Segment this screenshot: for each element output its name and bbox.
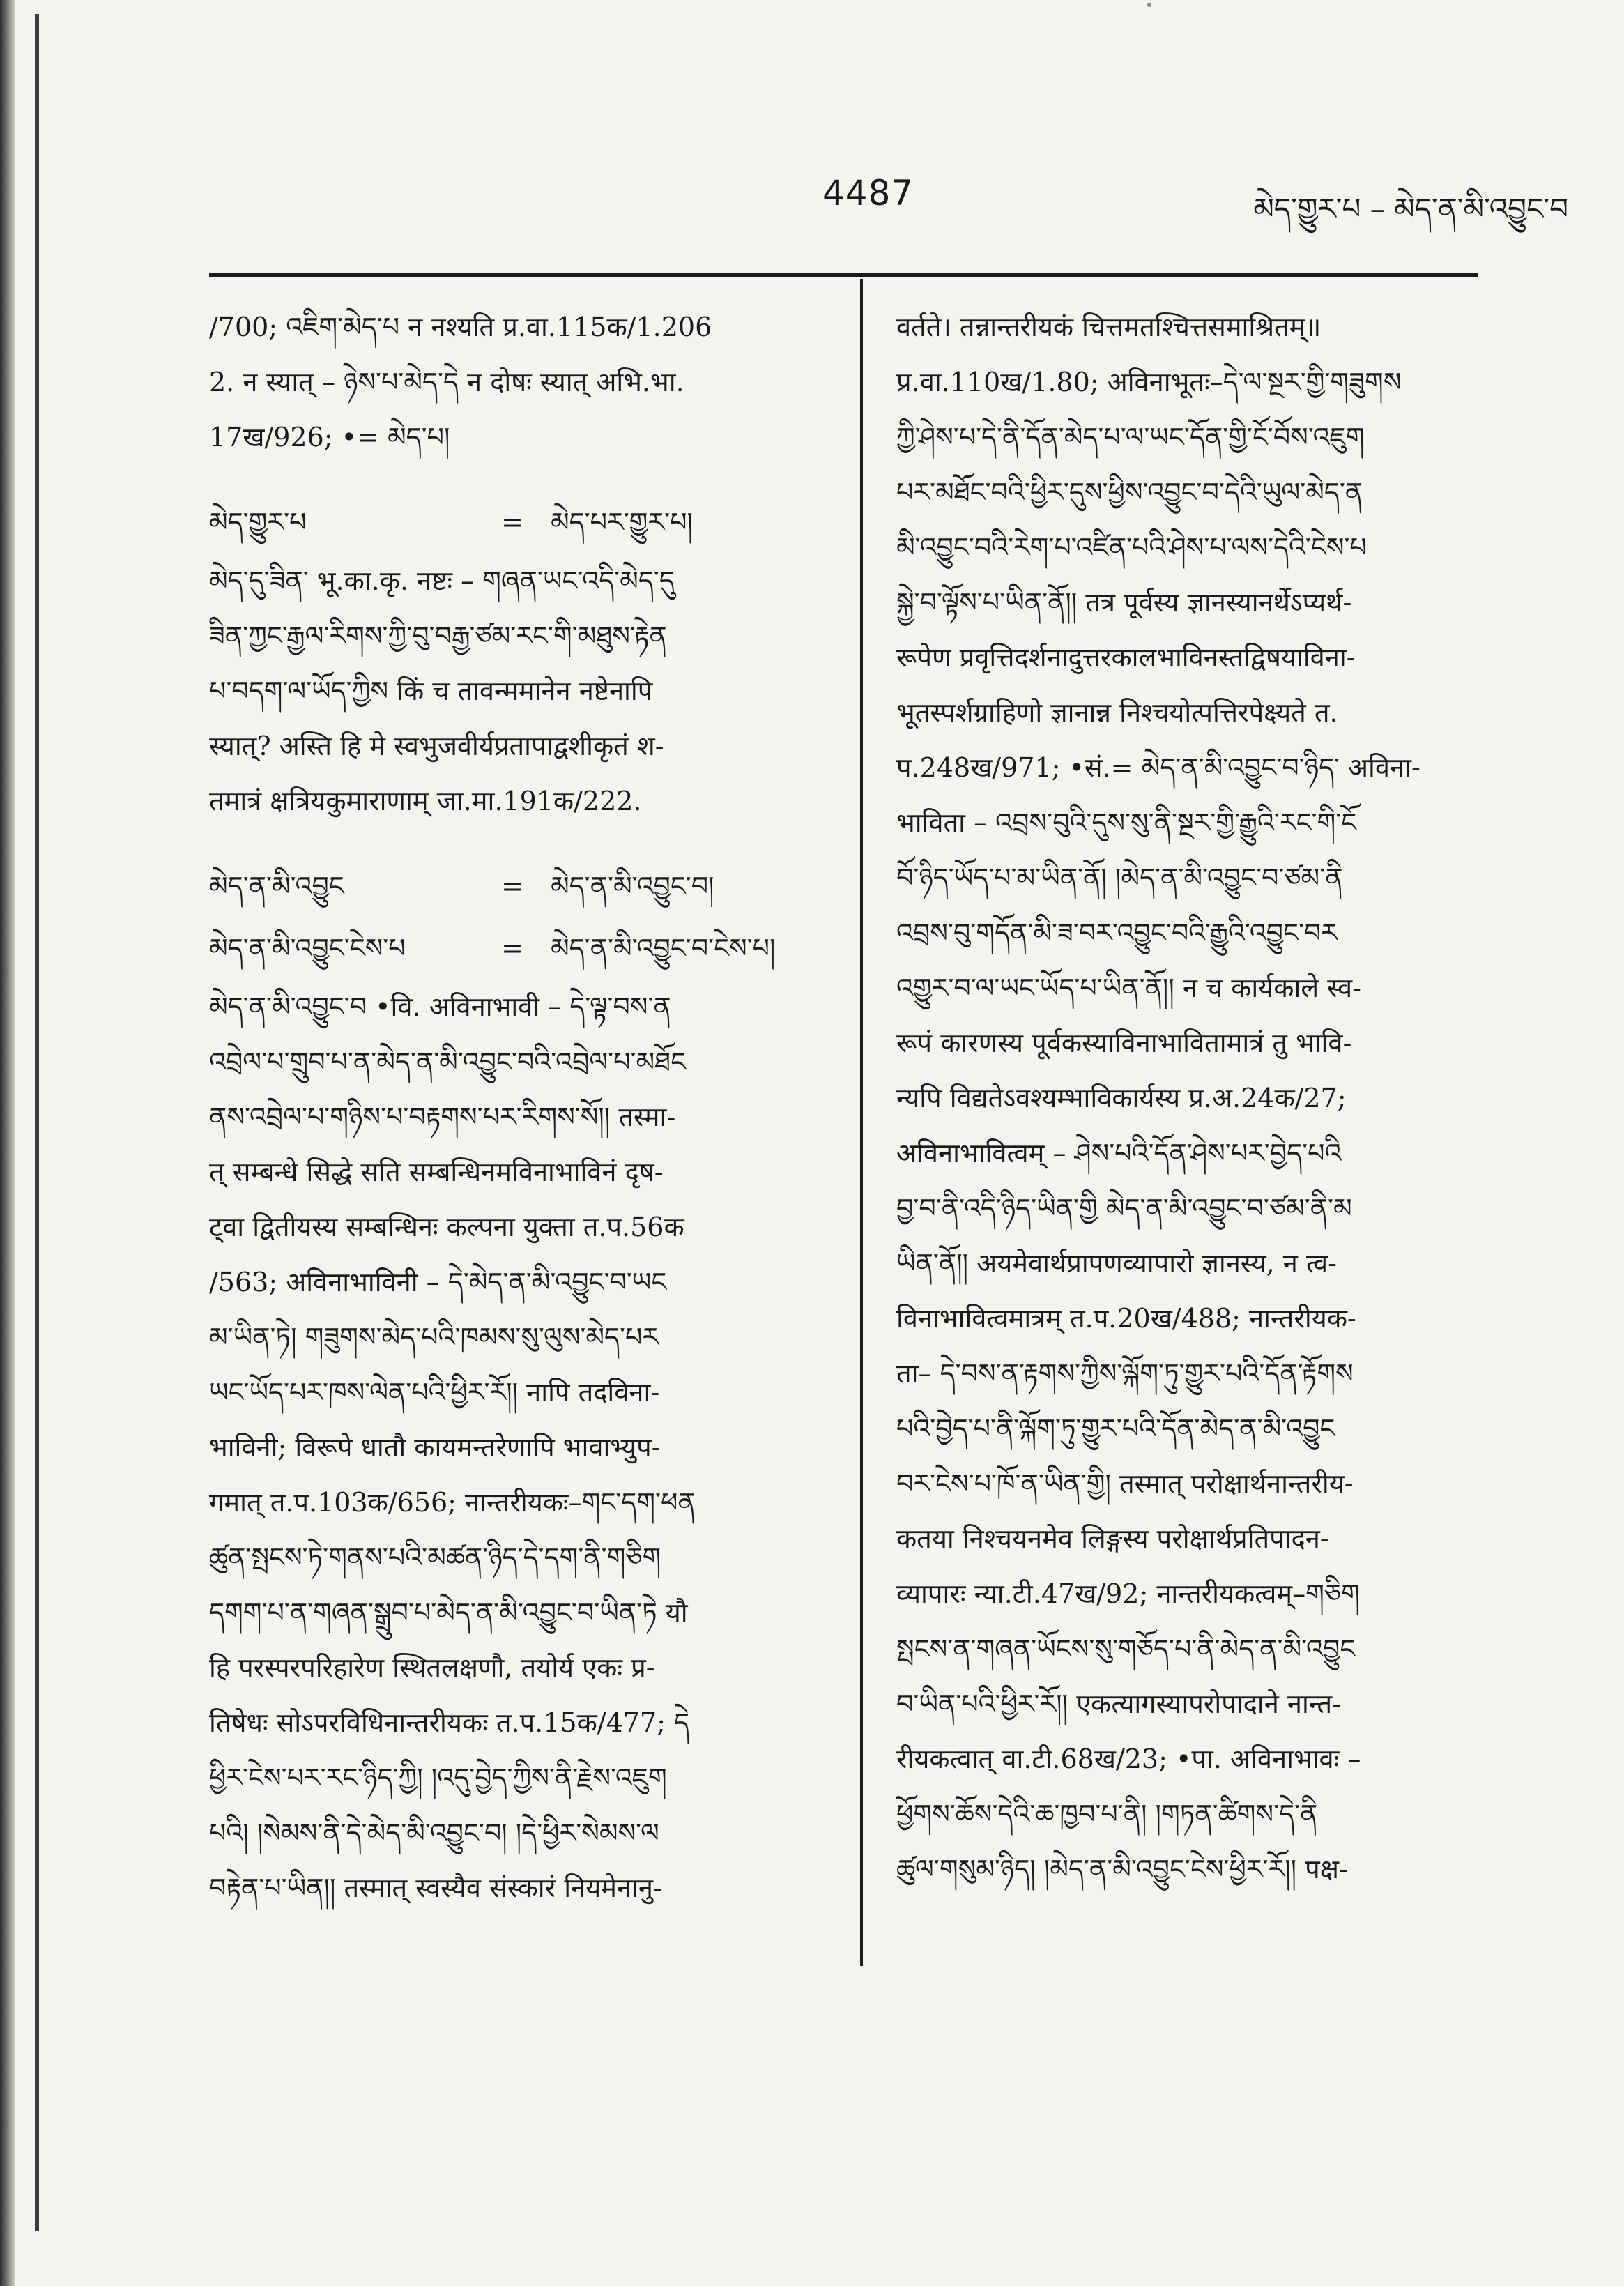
left-column xyxy=(209,300,840,1916)
text-line: ནས་འབྲེལ་པ་གཉིས་པ་བརྟགས་པར་རིགས་སོ།། तस्मा- xyxy=(209,1102,676,1132)
text-line: པའི་བྱེད་པ་ནི་ལྐོག་ཏུ་གྱུར་པའི་དོན་མེད་ན་མི་འབྱུང xyxy=(896,1413,1335,1444)
headword-reference: མེད་པར་གྱུར་པ། xyxy=(551,507,693,538)
headword-term: མེད་ན་མི་འབྱུང xyxy=(209,871,344,901)
text-line: བར་ངེས་པ་ཁོ་ན་ཡིན་གྱི། तस्मात् परोक्षार्थनान्तरीय- xyxy=(896,1468,1354,1499)
cross-reference-entry xyxy=(209,917,840,980)
text-line: ཚུན་སྤངས་ཏེ་གནས་པའི་མཚན་ཉིད་དེ་དག་ནི་གཅིག xyxy=(209,1542,661,1573)
text-line: गमात् त.प.103क/656; नान्तरीयकः–གང་དག་ཕན xyxy=(209,1487,696,1518)
text-line: भूतस्पर्शग्राहिणो ज्ञानान्न निश्चयोत्पत्तिरपेक्ष्यते त. xyxy=(896,697,1338,728)
text-line: भाविता – འབྲས་བུའི་དུས་སུ་ནི་སྔར་གྱི་རྒྱུའི་རང་གི་ངོ xyxy=(896,807,1357,838)
paragraph-gap xyxy=(209,465,840,492)
text-line: ट्वा द्वितीयस्य सम्बन्धिनः कल्पना युक्ता त.प.56क xyxy=(209,1212,684,1242)
text-line: त् सम्बन्धे सिद्धे सति सम्बन्धिनमविनाभाविनं दृष- xyxy=(209,1157,664,1187)
text-line: པ་བདག་ལ་ཡོད་ཀྱིས किं च तावन्ममानेन नष्टेनापि xyxy=(209,676,653,706)
text-line: /700; འཇིག་མེད་པ न नश्यति प्र.वा.115क/1.206 xyxy=(209,312,712,342)
page-number: 4487 xyxy=(822,173,914,213)
text-line: कतया निश्चयनमेव लिङ्गस्य परोक्षार्थप्रतिपादन- xyxy=(896,1523,1329,1554)
text-line: प.248ख/971; •सं.= མེད་ན་མི་འབྱུང་བ་ཉིད་ अविना- xyxy=(896,752,1420,783)
text-line: བ་ཡིན་པའི་ཕྱིར་རོ།། एकत्यागस्यापरोपादाने नान्त- xyxy=(896,1689,1342,1719)
text-line: प्र.वा.110ख/1.80; अविनाभूतः–དེ་ལ་སྔར་གྱི་གཟུགས xyxy=(896,367,1402,397)
running-head: མེད་གྱུར་པ – མེད་ན་མི་འབྱུང་བ xyxy=(1253,192,1568,226)
text-line: भाविनी; विरूपे धातौ कायमन्तरेणापि भावाभ्युप- xyxy=(209,1432,661,1463)
text-line: ཕྱོགས་ཆོས་དེའི་ཆ་ཁྱབ་པ་ནི། །གཏན་ཚིགས་དེ་ནི xyxy=(896,1799,1318,1829)
text-line: བོ་ཉིད་ཡོད་པ་མ་ཡིན་ནོ། །མེད་ན་མི་འབྱུང་བ་ཙམ་ནི xyxy=(896,862,1343,893)
text-line: रूपेण प्रवृत्तिदर्शनादुत्तरकालभाविनस्तद्विषयाविना- xyxy=(896,642,1356,673)
text-line: འབྲས་བུ་གདོན་མི་ཟ་བར་འབྱུང་བའི་རྒྱུའི་འབྱུང་བར xyxy=(896,917,1338,948)
equals-sign: = xyxy=(501,871,523,901)
text-line: ཡང་ཡོད་པར་ཁས་ལེན་པའི་ཕྱིར་རོ།། नापि तदविना- xyxy=(209,1377,660,1408)
text-line: སྐྱེ་བ་ལྟོས་པ་ཡིན་ནོ།། तत्र पूर्वस्य ज्ञानस्यानर्थेऽप्यर्थ- xyxy=(896,587,1352,618)
headword-reference: མེད་ན་མི་འབྱུང་བ་ངེས་པ། xyxy=(551,933,776,963)
headword-term: མེད་གྱུར་པ xyxy=(209,507,307,538)
text-line: ཟིན་ཀྱང་རྒྱལ་རིགས་ཀྱི་བུ་བརྒྱ་ཙམ་རང་གི་མཐུས་རྟེན xyxy=(209,620,667,651)
headword-term: མེད་ན་མི་འབྱུང་ངེས་པ xyxy=(209,933,406,963)
text-line: स्यात्? अस्ति हि मे स्वभुजवीर्यप्रतापाद्वशीकृतं श- xyxy=(209,731,664,761)
text-line: तिषेधः सोऽपरविधिनान्तरीयकः त.प.15क/477; དེ xyxy=(209,1707,689,1738)
text-line: འབྲེལ་པ་གྲུབ་པ་ན་མེད་ན་མི་འབྱུང་བའི་འབྲེལ་པ་མཐོང xyxy=(209,1046,687,1077)
paragraph-gap xyxy=(209,829,840,855)
text-line: रीयकत्वात् वा.टी.68ख/23; •पा. अविनाभावः – xyxy=(896,1744,1361,1774)
text-line: མེད་ན་མི་འབྱུང་བ •वि. अविनाभावी – དེ་ལྟ་བས་ན xyxy=(209,991,671,1022)
text-line: འགྱུར་བ་ལ་ཡང་ཡོད་པ་ཡིན་ནོ།། न च कार्यकाले स्व- xyxy=(896,973,1361,1003)
text-line: वर्तते। तन्नान्तरीयकं चित्तमतश्चित्तसमाश्रितम्॥ xyxy=(896,312,1322,342)
cross-reference-entry xyxy=(209,492,840,554)
text-line: ཚུལ་གསུམ་ཉིད། །མེད་ན་མི་འབྱུང་ངེས་ཕྱིར་རོ།། पक्ष- xyxy=(896,1854,1348,1884)
header-rule xyxy=(209,273,1478,277)
text-line: तमात्रं क्षत्रियकुमाराणाम् जा.मा.191क/222. xyxy=(209,786,642,816)
text-line: ཕྱིར་ངེས་པར་རང་ཉིད་ཀྱི། །འདུ་བྱེད་ཀྱིས་ནི་རྗེས་འཇུག xyxy=(209,1762,667,1793)
right-column xyxy=(896,300,1510,1897)
text-line: न्यपि विद्यतेऽवश्यम्भाविकार्यस्य प्र.अ.24क/27; xyxy=(896,1083,1347,1113)
headword-reference: མེད་ན་མི་འབྱུང་བ། xyxy=(551,871,714,901)
text-line: ཡིན་ནོ།། अयमेवार्थप्रापणव्यापारो ज्ञानस्य, न त्व- xyxy=(896,1248,1337,1279)
text-line: 17ख/926; •= མེད་པ། xyxy=(209,422,450,452)
text-line: ཀྱི་ཤེས་པ་དེ་ནི་དོན་མེད་པ་ལ་ཡང་དོན་གྱི་ངོ་བོས་འཇུག xyxy=(896,422,1365,452)
text-line: པའི། །སེམས་ནི་དེ་མེད་མི་འབྱུང་བ། །དེ་ཕྱིར་སེམས་ལ xyxy=(209,1818,659,1848)
text-line: དགག་པ་ན་གཞན་སྒྲུབ་པ་མེད་ན་མི་འབྱུང་བ་ཡིན་ཏེ यौ xyxy=(209,1597,688,1628)
text-line: མེད་དུ་ཟིན་ भू.का.कृ. नष्टः – གཞན་ཡང་འདི་མེད་དུ xyxy=(209,565,675,596)
text-line: ता– དེ་བས་ན་རྟགས་ཀྱིས་ལྐོག་ཏུ་གྱུར་པའི་དོན་རྟོགས xyxy=(896,1358,1354,1389)
text-line: विनाभावित्वमात्रम् त.प.20ख/488; नान्तरीयक- xyxy=(896,1303,1356,1334)
text-line: /563; अविनाभाविनी – དེ་མེད་ན་མི་འབྱུང་བ་ཡང xyxy=(209,1267,667,1297)
equals-sign: = xyxy=(501,933,523,963)
text-line: སྤངས་ན་གཞན་ཡོངས་སུ་གཅོད་པ་ནི་མེད་ན་མི་འབྱུང xyxy=(896,1633,1356,1664)
text-line: हि परस्परपरिहारेण स्थितलक्षणौ, तयोर्य एकः प्र- xyxy=(209,1652,655,1683)
text-line: रूपं कारणस्य पूर्वकस्याविनाभावितामात्रं तु भावि- xyxy=(896,1028,1352,1058)
text-line: མི་འབྱུང་བའི་རེག་པ་འཛིན་པའི་ཤེས་པ་ལས་དེའི་ངེས་པ xyxy=(896,532,1367,563)
text-line: མ་ཡིན་ཏེ། གཟུགས་མེད་པའི་ཁམས་སུ་ལུས་མེད་པར xyxy=(209,1322,659,1352)
text-line: བརྟེན་པ་ཡིན།། तस्मात् स्वस्यैव संस्कारं नियमेनानु- xyxy=(209,1873,662,1903)
text-line: པར་མཐོང་བའི་ཕྱིར་དུས་ཕྱིས་འབྱུང་བ་དེའི་ཡུལ་མེད་ན xyxy=(896,477,1363,508)
column-divider xyxy=(860,279,863,1966)
equals-sign: = xyxy=(501,507,523,538)
page-binding-edge xyxy=(0,0,15,2286)
text-line: व्यापारः न्या.टी.47ख/92; नान्तरीयकत्वम्–གཅིག xyxy=(896,1578,1360,1609)
binding-shadow-line xyxy=(35,14,39,2231)
text-line: अविनाभावित्वम् – ཤེས་པའི་དོན་ཤེས་པར་བྱེད་པའི xyxy=(896,1138,1342,1168)
scan-speck xyxy=(1147,3,1151,7)
cross-reference-entry xyxy=(209,855,840,917)
text-line: བྱ་བ་ནི་འདི་ཉིད་ཡིན་གྱི མེད་ན་མི་འབྱུང་བ་ཙམ་ནི་མ xyxy=(896,1193,1352,1224)
text-line: 2. न स्यात् – ཉེས་པ་མེད་དེ न दोषः स्यात् अभि.भा. xyxy=(209,367,684,397)
